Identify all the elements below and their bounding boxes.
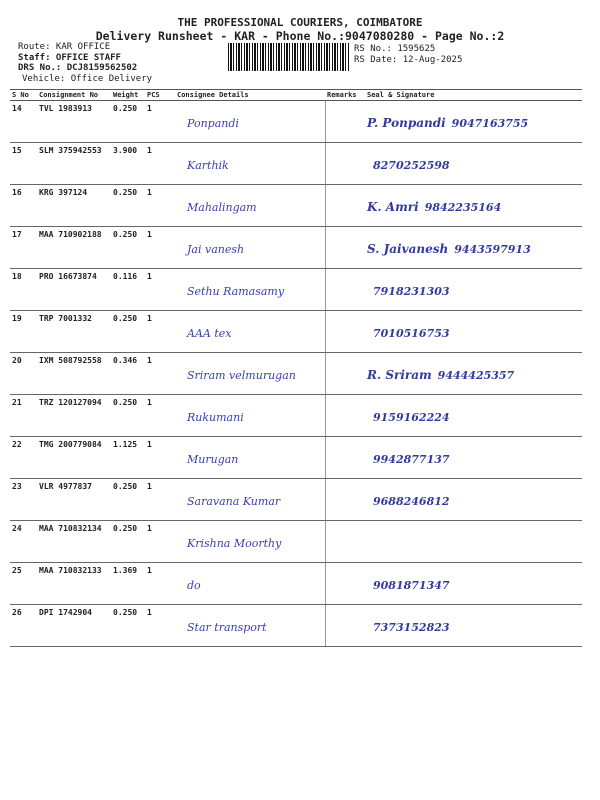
cell-consignee: Sriram velmurugan — [175, 353, 325, 395]
table-row — [10, 479, 582, 521]
table-row — [10, 311, 582, 353]
phone-number: 9842235164 — [424, 201, 502, 214]
phone-number: 9047163755 — [451, 117, 529, 130]
cell-consignment-no: MAA 710902188 — [37, 227, 111, 269]
cell-remarks — [325, 353, 365, 395]
cell-consignee: Saravana Kumar — [175, 479, 325, 521]
cell-signature — [365, 479, 582, 521]
phone-number: 7918231303 — [373, 285, 450, 298]
cell-consignee: do — [175, 563, 325, 605]
cell-signature — [365, 101, 582, 143]
cell-sno: 20 — [10, 353, 37, 395]
phone-number: 9688246812 — [373, 495, 450, 508]
cell-consignment-no: TMG 200779084 — [37, 437, 111, 479]
cell-pcs: 1 — [145, 269, 175, 311]
cell-consignment-no: DPI 1742904 — [37, 605, 111, 647]
cell-consignment-no: SLM 375942553 — [37, 143, 111, 185]
col-weight: Weight — [111, 90, 145, 101]
cell-consignee: Jai vanesh — [175, 227, 325, 269]
cell-sno: 23 — [10, 479, 37, 521]
table-row — [10, 353, 582, 395]
cell-sno: 21 — [10, 395, 37, 437]
cell-weight: 0.250 — [111, 101, 145, 143]
cell-pcs: 1 — [145, 101, 175, 143]
cell-remarks — [325, 269, 365, 311]
cell-consignee: AAA tex — [175, 311, 325, 353]
cell-weight: 3.900 — [111, 143, 145, 185]
company-title: THE PROFESSIONAL COURIERS, COIMBATORE — [177, 16, 423, 29]
cell-consignee: Murugan — [175, 437, 325, 479]
cell-consignee: Karthik — [175, 143, 325, 185]
cell-consignee: Mahalingam — [175, 185, 325, 227]
col-sno: S No — [10, 90, 37, 101]
cell-consignment-no: PRO 16673874 — [37, 269, 111, 311]
cell-weight: 0.250 — [111, 185, 145, 227]
cell-signature — [365, 269, 582, 311]
cell-pcs: 1 — [145, 521, 175, 563]
cell-sno: 19 — [10, 311, 37, 353]
cell-weight: 0.250 — [111, 395, 145, 437]
phone-number: 7373152823 — [373, 621, 450, 634]
cell-remarks — [325, 605, 365, 647]
table-row — [10, 143, 582, 185]
cell-sno: 17 — [10, 227, 37, 269]
cell-consignee: Sethu Ramasamy — [175, 269, 325, 311]
cell-remarks — [325, 563, 365, 605]
route: Route: KAR OFFICE — [18, 42, 111, 52]
rs-date: RS Date: 12-Aug-2025 — [354, 54, 463, 65]
cell-signature — [365, 521, 582, 563]
cell-weight: 1.125 — [111, 437, 145, 479]
cell-signature — [365, 437, 582, 479]
table-row — [10, 605, 582, 647]
cell-signature — [365, 227, 582, 269]
phone-number: 9159162224 — [373, 411, 450, 424]
cell-consignment-no: TRZ 120127094 — [37, 395, 111, 437]
cell-pcs: 1 — [145, 395, 175, 437]
table-row — [10, 521, 582, 563]
cell-pcs: 1 — [145, 227, 175, 269]
cell-signature — [365, 605, 582, 647]
cell-sno: 24 — [10, 521, 37, 563]
table-header-row — [10, 90, 582, 101]
signature-text: R. Sriram — [367, 368, 432, 382]
cell-remarks — [325, 479, 365, 521]
cell-consignment-no: TRP 7001332 — [37, 311, 111, 353]
cell-weight: 0.250 — [111, 227, 145, 269]
cell-remarks — [325, 101, 365, 143]
cell-consignment-no: VLR 4977837 — [37, 479, 111, 521]
cell-sno: 14 — [10, 101, 37, 143]
cell-remarks — [325, 311, 365, 353]
cell-sno: 18 — [10, 269, 37, 311]
signature-text: S. Jaivanesh — [367, 242, 449, 256]
cell-pcs: 1 — [145, 479, 175, 521]
cell-remarks — [325, 143, 365, 185]
cell-pcs: 1 — [145, 353, 175, 395]
cell-sno: 22 — [10, 437, 37, 479]
vehicle: Vehicle: Office Delivery — [22, 73, 153, 84]
cell-consignment-no: MAA 710832134 — [37, 521, 111, 563]
cell-remarks — [325, 437, 365, 479]
cell-pcs: 1 — [145, 605, 175, 647]
col-remarks: Remarks — [325, 90, 365, 101]
cell-consignment-no: TVL 1983913 — [37, 101, 111, 143]
cell-consignment-no: KRG 397124 — [37, 185, 111, 227]
drs-number: DRS No.: DCJ8159562502 — [18, 63, 138, 73]
signature-text: K. Amri — [367, 200, 419, 214]
phone-number: 7010516753 — [373, 327, 450, 340]
table-row — [10, 395, 582, 437]
cell-pcs: 1 — [145, 143, 175, 185]
cell-weight: 0.250 — [111, 521, 145, 563]
runsheet-subtitle: Delivery Runsheet - KAR - Phone No.:9047080280 - Page No.:2 — [95, 29, 505, 43]
cell-signature — [365, 143, 582, 185]
signature-text: P. Ponpandi — [367, 116, 446, 130]
runsheet-info-left — [18, 42, 152, 84]
cell-remarks — [325, 185, 365, 227]
cell-consignment-no: IXM 508792558 — [37, 353, 111, 395]
cell-consignee: Krishna Moorthy — [175, 521, 325, 563]
cell-pcs: 1 — [145, 437, 175, 479]
cell-weight: 0.250 — [111, 479, 145, 521]
phone-number: 9444425357 — [437, 369, 515, 382]
cell-sno: 25 — [10, 563, 37, 605]
cell-pcs: 1 — [145, 185, 175, 227]
cell-signature — [365, 353, 582, 395]
cell-consignee: Star transport — [175, 605, 325, 647]
cell-weight: 0.346 — [111, 353, 145, 395]
runsheet-info-right — [354, 44, 462, 65]
cell-weight: 0.116 — [111, 269, 145, 311]
rs-number: RS No.: 1595625 — [354, 44, 436, 54]
table-row — [10, 269, 582, 311]
phone-number: 9081871347 — [373, 579, 450, 592]
cell-consignment-no: MAA 710832133 — [37, 563, 111, 605]
cell-signature — [365, 185, 582, 227]
col-signature: Seal & Signature — [365, 90, 582, 101]
barcode — [228, 43, 350, 71]
phone-number: 8270252598 — [373, 159, 450, 172]
cell-weight: 0.250 — [111, 605, 145, 647]
cell-signature — [365, 395, 582, 437]
phone-number: 9942877137 — [373, 453, 450, 466]
cell-sno: 26 — [10, 605, 37, 647]
cell-sno: 15 — [10, 143, 37, 185]
cell-sno: 16 — [10, 185, 37, 227]
table-row — [10, 437, 582, 479]
col-consignment: Consignment No — [37, 90, 111, 101]
phone-number: 9443597913 — [454, 243, 531, 256]
cell-consignee: Rukumani — [175, 395, 325, 437]
cell-pcs: 1 — [145, 563, 175, 605]
cell-remarks — [325, 395, 365, 437]
cell-weight: 1.369 — [111, 563, 145, 605]
cell-signature — [365, 563, 582, 605]
cell-signature — [365, 311, 582, 353]
cell-remarks — [325, 227, 365, 269]
cell-weight: 0.250 — [111, 311, 145, 353]
staff: Staff: OFFICE STAFF — [18, 52, 121, 63]
col-consignee: Consignee Details — [175, 90, 325, 101]
cell-remarks — [325, 521, 365, 563]
delivery-table — [10, 89, 582, 647]
cell-consignee: Ponpandi — [175, 101, 325, 143]
cell-pcs: 1 — [145, 311, 175, 353]
table-row — [10, 101, 582, 143]
table-row — [10, 227, 582, 269]
table-row — [10, 185, 582, 227]
col-pcs: PCS — [145, 90, 175, 101]
table-row — [10, 563, 582, 605]
